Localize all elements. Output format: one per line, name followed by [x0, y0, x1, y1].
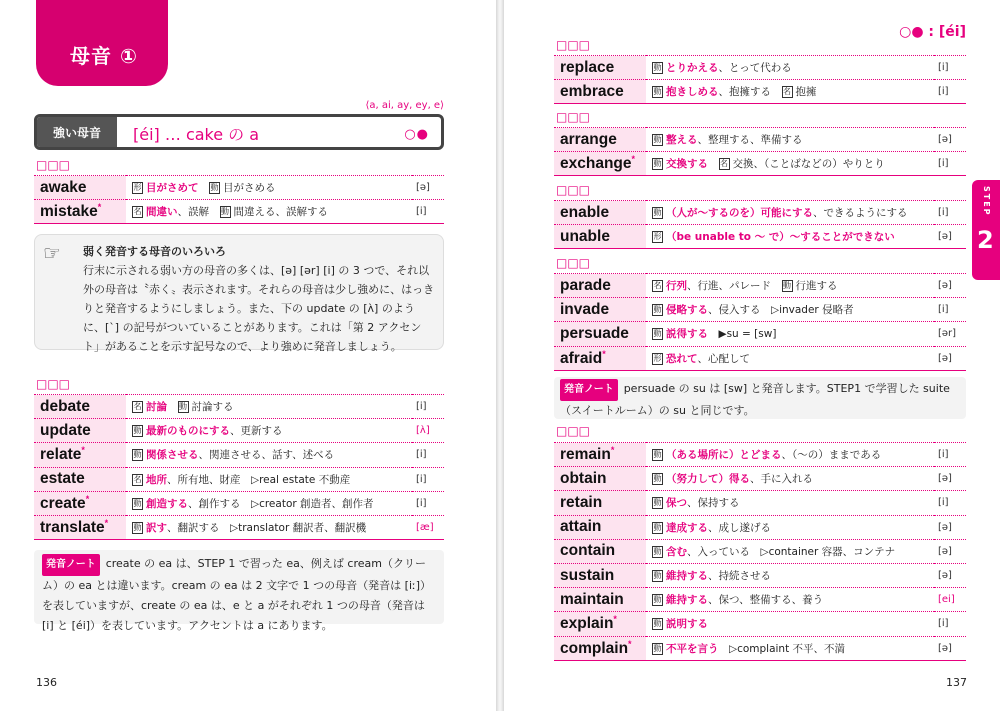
vocab-meaning-cell	[126, 419, 412, 443]
page-number: 136	[36, 676, 57, 689]
vocab-meaning-rest: 、入っている ▷container 容器、コンテナ	[687, 545, 896, 558]
vocab-row	[34, 200, 444, 224]
vocab-meaning-cell	[646, 515, 934, 539]
vocab-row	[554, 563, 966, 587]
weak-vowel-ipa: [i]	[412, 395, 444, 419]
vocab-meaning-rest: ▶su = [sw]	[708, 328, 777, 341]
spelling-variants: ⟨a, ai, ay, ey, e⟩	[365, 100, 444, 111]
vocab-meaning-main: （ある場所に）とどまる	[666, 449, 782, 462]
part-of-speech-badge: 動	[133, 523, 142, 533]
vocab-word-cell	[554, 467, 646, 491]
weak-vowel-ipa: [ə]	[934, 467, 966, 491]
vocab-meaning-secondary: 行進する	[795, 280, 838, 293]
part-of-speech-badge: 動	[133, 450, 142, 460]
vocab-word: contain	[560, 542, 616, 560]
vocab-meaning-secondary: 間違える、誤解する	[233, 206, 328, 219]
weak-vowel-ipa: [i]	[412, 443, 444, 467]
vocab-word-cell	[554, 298, 646, 322]
vocab-row	[554, 201, 966, 225]
vocab-word: afraid	[560, 349, 603, 367]
review-checkboxes[interactable]: □□□	[36, 158, 71, 172]
vocab-row	[554, 588, 966, 612]
vocab-row	[34, 419, 444, 443]
vocab-meaning-rest: 、創作する ▷creator 創造者、創作者	[188, 497, 374, 510]
step-tab-number: 2	[977, 226, 994, 254]
vocab-word: relate	[40, 446, 82, 464]
vocab-meaning-cell	[646, 491, 934, 515]
step-tab[interactable]	[972, 180, 1000, 280]
weak-vowel-ipa: [i]	[934, 491, 966, 515]
part-of-speech-badge: 動	[179, 402, 187, 412]
section-title-tab	[36, 0, 168, 86]
part-of-speech-badge: 動	[653, 498, 662, 508]
pronunciation-note	[34, 550, 444, 632]
vocab-word-cell	[554, 443, 646, 467]
vocab-meaning-secondary: 交換、（ことばなどの）やりとり	[732, 158, 885, 171]
pronunciation-note-text: create の ea は、STEP 1 で習った ea、例えば cream（クリーム）の ea とは違います。cream の ea は 2 文字で 1 つの母音（発音は [iː]）を表していますが、create の ea は、e と a がそれぞれ 1 つの母音（発音は [i] と [éi]）を表しています。アクセントは a にあります。	[42, 557, 431, 632]
weak-vowel-ipa: [ə]	[934, 539, 966, 563]
vocab-word-cell	[34, 491, 126, 515]
vocab-word-cell	[34, 395, 126, 419]
vocab-meaning-main: （努力して）得る	[666, 473, 750, 486]
important-star: *	[104, 517, 109, 528]
vocab-row	[554, 636, 966, 660]
vocab-meaning-main: 不平を言う	[666, 642, 719, 655]
vocab-meaning-rest: 、更新する	[230, 425, 283, 438]
vocab-meaning-main: 目がさめて	[146, 182, 199, 195]
vocab-word: persuade	[560, 324, 629, 342]
part-of-speech-badge: 名	[133, 402, 142, 412]
vocab-word: replace	[560, 58, 615, 76]
vocab-row	[34, 395, 444, 419]
part-of-speech-badge: 動	[653, 87, 662, 97]
vocab-word-cell	[554, 201, 646, 225]
weak-vowel-ipa: [ə]	[934, 225, 966, 249]
weak-vowel-ipa: [ər]	[934, 322, 966, 346]
vocab-meaning-main: 交換する	[666, 158, 708, 171]
vocab-word-cell	[34, 467, 126, 491]
part-of-speech-badge: 動	[653, 571, 662, 581]
vocab-word: remain	[560, 446, 611, 464]
part-of-speech-badge: 動	[653, 63, 662, 73]
part-of-speech-badge: 名	[133, 207, 142, 217]
vocab-word: update	[40, 421, 91, 439]
pronunciation-note-text: persuade の su は [sw] と発音します。STEP1 で学習した suite（スイートルーム）の su と同じです。	[560, 382, 950, 417]
vocab-meaning-cell	[646, 346, 934, 370]
vocab-meaning-cell	[646, 298, 934, 322]
vocab-word: sustain	[560, 566, 615, 584]
weak-vowel-ipa: [i]	[934, 612, 966, 636]
vocab-meaning-main: 達成する	[666, 521, 708, 534]
vocab-meaning-cell	[646, 201, 934, 225]
vocab-meaning-cell	[646, 612, 934, 636]
part-of-speech-badge: 動	[653, 208, 662, 218]
vocab-row	[554, 128, 966, 152]
part-of-speech-badge: 形	[133, 183, 142, 193]
important-star: *	[602, 348, 606, 359]
important-star: *	[610, 445, 615, 456]
vocab-word: debate	[40, 397, 90, 415]
weak-vowel-ipa: [ə]	[934, 636, 966, 660]
review-checkboxes[interactable]: □□□	[556, 256, 591, 270]
strength-dots-header: ○● : [éi]	[899, 24, 966, 40]
review-checkboxes[interactable]: □□□	[556, 38, 591, 52]
pronunciation-note-label: 発音ノート	[560, 379, 618, 401]
weak-vowel-ipa: [æ]	[412, 515, 444, 539]
vocab-word-cell	[554, 225, 646, 249]
strength-dots-icon: ○●	[404, 127, 429, 142]
vocab-meaning-cell	[646, 467, 934, 491]
vocab-meaning-rest: 、持続させる	[708, 570, 771, 583]
review-checkboxes[interactable]: □□□	[36, 377, 71, 391]
vocab-word: arrange	[560, 130, 617, 148]
vocab-meaning-main: （人が～するのを）可能にする	[666, 207, 813, 220]
part-of-speech-badge: 動	[653, 450, 662, 460]
vocab-meaning-rest: 、とって代わる	[718, 62, 792, 75]
vocab-meaning-cell	[126, 491, 412, 515]
vocab-meaning-rest: 、成し遂げる	[708, 521, 771, 534]
vocab-meaning-main: 討論	[146, 401, 167, 414]
weak-vowel-ipa: [i]	[412, 200, 444, 224]
vocab-meaning-rest: 、（～の）ままである	[781, 449, 882, 462]
vocab-meaning-secondary: 目がさめる	[223, 182, 276, 195]
vocab-meaning-cell	[646, 225, 934, 249]
vocab-word-cell	[34, 443, 126, 467]
vocab-word-cell	[554, 128, 646, 152]
vocab-meaning-cell	[646, 56, 934, 80]
weak-vowel-ipa: [ʌ̀]	[412, 419, 444, 443]
vocab-table	[34, 394, 444, 540]
vocab-row	[34, 515, 444, 539]
part-of-speech-badge: 動	[653, 522, 662, 532]
page-number: 137	[946, 676, 967, 689]
vocab-meaning-rest: 、抱擁する	[718, 86, 771, 99]
vocab-meaning-rest: 、侵入する ▷invader 侵略者	[708, 304, 854, 317]
part-of-speech-badge: 動	[133, 426, 142, 436]
review-checkboxes[interactable]: □□□	[556, 183, 591, 197]
weak-vowel-ipa: [ei]	[934, 588, 966, 612]
important-star: *	[631, 154, 636, 165]
vocab-meaning-cell	[126, 176, 412, 200]
vocab-row	[554, 298, 966, 322]
vocab-meaning-rest: 、心配して	[697, 352, 750, 365]
pronunciation-note-label: 発音ノート	[42, 554, 100, 576]
tip-note-body: 行末に示される弱い方の母音の多くは、[ə] [ər] [i] の 3 つで、それ以外の母音は〝赤く〟表示されます。それらの母音は少し強めに、はっきりと発音するようにしましょう。また、下の update の [ʌ̀] のように、[ˋ] の記号がついていることがあります。これは「第 2 アクセント」があることを示す記号なので、より強めに発音しましょう。	[83, 264, 435, 353]
pronunciation-note	[554, 377, 966, 419]
part-of-speech-badge: 動	[653, 329, 662, 339]
vocab-meaning-main: （be unable to ～ で）～することができない	[666, 231, 895, 244]
weak-vowel-ipa: [i]	[934, 152, 966, 176]
vocab-meaning-secondary: 討論する	[191, 401, 234, 414]
vocab-word-cell	[34, 515, 126, 539]
vocab-meaning-rest: 、行進、パレード	[687, 280, 771, 293]
vocab-table	[554, 442, 966, 661]
vocab-meaning-cell	[646, 636, 934, 660]
part-of-speech-badge: 動	[653, 546, 662, 556]
vocab-meaning-main: 間違い	[146, 206, 178, 219]
vocab-meaning-main: 関係させる	[146, 449, 199, 462]
part-of-speech-badge: 動	[210, 183, 219, 193]
part-of-speech-badge: 動	[783, 281, 791, 291]
vocab-table	[554, 273, 966, 371]
part-of-speech-badge: 形	[653, 353, 662, 363]
vocab-meaning-main: 説明する	[666, 618, 708, 631]
part-of-speech-badge: 形	[653, 232, 662, 242]
tip-note-box	[34, 234, 444, 353]
vocab-meaning-main: 最新のものにする	[146, 425, 230, 438]
important-star: *	[85, 493, 90, 504]
vocab-meaning-cell	[126, 515, 412, 539]
part-of-speech-badge: 動	[653, 474, 662, 484]
vocab-word: unable	[560, 227, 610, 245]
vocab-word-cell	[554, 152, 646, 176]
vocab-word: retain	[560, 493, 603, 511]
vocab-word: invade	[560, 300, 610, 318]
part-of-speech-badge: 動	[653, 619, 662, 629]
vocab-word: mistake	[40, 203, 98, 221]
vocab-meaning-main: 地所	[146, 473, 167, 486]
vocab-meaning-main: 保つ	[666, 497, 687, 510]
vocab-meaning-rest: 、関連させる、話す、述べる	[198, 449, 335, 462]
vocab-meaning-cell	[646, 274, 934, 298]
vocab-meaning-main: 抱きしめる	[666, 86, 719, 99]
strong-vowel-box	[34, 114, 444, 150]
part-of-speech-badge: 名	[133, 474, 142, 484]
vocab-row	[554, 322, 966, 346]
vocab-meaning-main: 含む	[666, 545, 687, 558]
vocab-meaning-cell	[126, 467, 412, 491]
vocab-word: exchange	[560, 155, 632, 173]
vocab-row	[554, 443, 966, 467]
vocab-meaning-main: 侵略する	[666, 304, 708, 317]
vocab-meaning-main: 創造する	[146, 497, 188, 510]
important-star: *	[81, 445, 85, 456]
weak-vowel-ipa: [ə]	[934, 274, 966, 298]
vocab-meaning-main: 恐れて	[666, 352, 698, 365]
vocab-word: explain	[560, 615, 614, 633]
vocab-word-cell	[554, 274, 646, 298]
vocab-meaning-rest: 、所有地、財産 ▷real estate 不動産	[167, 473, 351, 486]
part-of-speech-badge: 名	[653, 281, 662, 291]
vocab-meaning-cell	[646, 128, 934, 152]
vocab-row	[554, 467, 966, 491]
vocab-meaning-rest: 、できるようにする	[813, 207, 908, 220]
vocab-meaning-rest: 、保持する	[687, 497, 740, 510]
vocab-meaning-cell	[126, 200, 412, 224]
vocab-word-cell	[554, 80, 646, 104]
vocab-meaning-cell	[646, 80, 934, 104]
vocab-word-cell	[554, 515, 646, 539]
tip-note-title: 弱く発音する母音のいろいろ	[83, 245, 226, 258]
weak-vowel-ipa: [i]	[412, 491, 444, 515]
vocab-word: translate	[40, 519, 105, 537]
vocab-word-cell	[34, 419, 126, 443]
part-of-speech-badge: 名	[783, 87, 791, 97]
part-of-speech-badge: 動	[221, 207, 229, 217]
vocab-word-cell	[554, 612, 646, 636]
left-page	[0, 0, 496, 711]
vocab-table	[554, 200, 966, 249]
review-checkboxes[interactable]: □□□	[556, 424, 591, 438]
vocab-word-cell	[554, 346, 646, 370]
weak-vowel-ipa: [i]	[934, 56, 966, 80]
vocab-word-cell	[554, 322, 646, 346]
vocab-row	[554, 539, 966, 563]
weak-vowel-ipa: [ə]	[934, 128, 966, 152]
vocab-word: complain	[560, 639, 629, 657]
weak-vowel-ipa: [i]	[934, 443, 966, 467]
vocab-row	[554, 612, 966, 636]
important-star: *	[97, 202, 102, 213]
vocab-word: awake	[40, 178, 87, 196]
vocab-meaning-main: 整える	[666, 134, 698, 147]
vocab-row	[554, 515, 966, 539]
vocab-meaning-rest: 、翻訳する ▷translator 翻訳者、翻訳機	[167, 522, 367, 535]
vocab-meaning-cell	[646, 588, 934, 612]
vocab-meaning-cell	[646, 322, 934, 346]
weak-vowel-ipa: [i]	[934, 80, 966, 104]
weak-vowel-ipa: [ə]	[934, 563, 966, 587]
vocab-meaning-cell	[646, 443, 934, 467]
vocab-row	[34, 176, 444, 200]
vocab-word: parade	[560, 276, 611, 294]
pointing-hand-icon: ☞	[43, 241, 61, 265]
vocab-word: obtain	[560, 469, 607, 487]
vocab-meaning-rest: 、誤解	[177, 206, 209, 219]
part-of-speech-badge: 動	[653, 643, 662, 653]
vocab-meaning-rest: 、手に入れる	[750, 473, 813, 486]
weak-vowel-ipa: [ə]	[934, 515, 966, 539]
vocab-meaning-main: とりかえる	[666, 62, 719, 75]
vocab-meaning-rest: 、保つ、整備する、養う	[708, 594, 824, 607]
vocab-row	[554, 346, 966, 370]
vocab-word: maintain	[560, 590, 624, 608]
part-of-speech-badge: 動	[133, 498, 142, 508]
vocab-meaning-main: 維持する	[666, 570, 708, 583]
weak-vowel-ipa: [ə]	[412, 176, 444, 200]
important-star: *	[628, 638, 632, 649]
vocab-word: create	[40, 494, 86, 512]
vocab-word-cell	[554, 636, 646, 660]
vocab-row	[34, 443, 444, 467]
vocab-word-cell	[554, 491, 646, 515]
part-of-speech-badge: 動	[653, 595, 662, 605]
vocab-word-cell	[554, 56, 646, 80]
vocab-meaning-main: 訳す	[146, 522, 167, 535]
right-page	[504, 0, 1000, 711]
vocab-row	[554, 56, 966, 80]
vocab-meaning-cell	[646, 539, 934, 563]
part-of-speech-badge: 動	[653, 135, 662, 145]
vocab-table	[554, 55, 966, 104]
review-checkboxes[interactable]: □□□	[556, 110, 591, 124]
vocab-meaning-cell	[126, 443, 412, 467]
vocab-row	[34, 491, 444, 515]
vocab-meaning-cell	[646, 152, 934, 176]
vocab-meaning-main: 説得する	[666, 328, 708, 341]
strong-vowel-label: 強い母音	[37, 117, 117, 147]
weak-vowel-ipa: [ə]	[934, 346, 966, 370]
vocab-row	[554, 491, 966, 515]
important-star: *	[613, 614, 617, 625]
vocab-word-cell	[34, 176, 126, 200]
vocab-meaning-rest: ▷complaint 不平、不満	[718, 642, 846, 655]
vocab-row	[34, 467, 444, 491]
book-gutter	[496, 0, 504, 711]
vocab-row	[554, 274, 966, 298]
section-title: 母音 ①	[70, 44, 138, 68]
vocab-word-cell	[34, 200, 126, 224]
vocab-meaning-main: 行列	[666, 280, 687, 293]
vocab-meaning-secondary: 抱擁	[795, 86, 817, 99]
vocab-meaning-main: 維持する	[666, 594, 708, 607]
step-tab-word: STEP	[982, 186, 991, 217]
part-of-speech-badge: 動	[653, 159, 662, 169]
vocab-row	[554, 80, 966, 104]
vocab-meaning-rest: 、整理する、準備する	[697, 134, 803, 147]
vocab-row	[554, 152, 966, 176]
weak-vowel-ipa: [i]	[934, 201, 966, 225]
strong-vowel-text: [éi] … cake の a	[133, 125, 260, 144]
vocab-word: embrace	[560, 82, 624, 100]
weak-vowel-ipa: [i]	[412, 467, 444, 491]
vocab-word: estate	[40, 470, 85, 488]
vocab-word-cell	[554, 563, 646, 587]
vocab-meaning-cell	[126, 395, 412, 419]
vocab-word-cell	[554, 539, 646, 563]
vocab-word: enable	[560, 203, 610, 221]
vocab-word: attain	[560, 518, 602, 536]
vocab-table	[34, 175, 444, 224]
part-of-speech-badge: 動	[653, 305, 662, 315]
vocab-table	[554, 127, 966, 176]
vocab-word-cell	[554, 588, 646, 612]
vocab-row	[554, 225, 966, 249]
weak-vowel-ipa: [i]	[934, 298, 966, 322]
vocab-meaning-cell	[646, 563, 934, 587]
part-of-speech-badge: 名	[720, 159, 728, 169]
